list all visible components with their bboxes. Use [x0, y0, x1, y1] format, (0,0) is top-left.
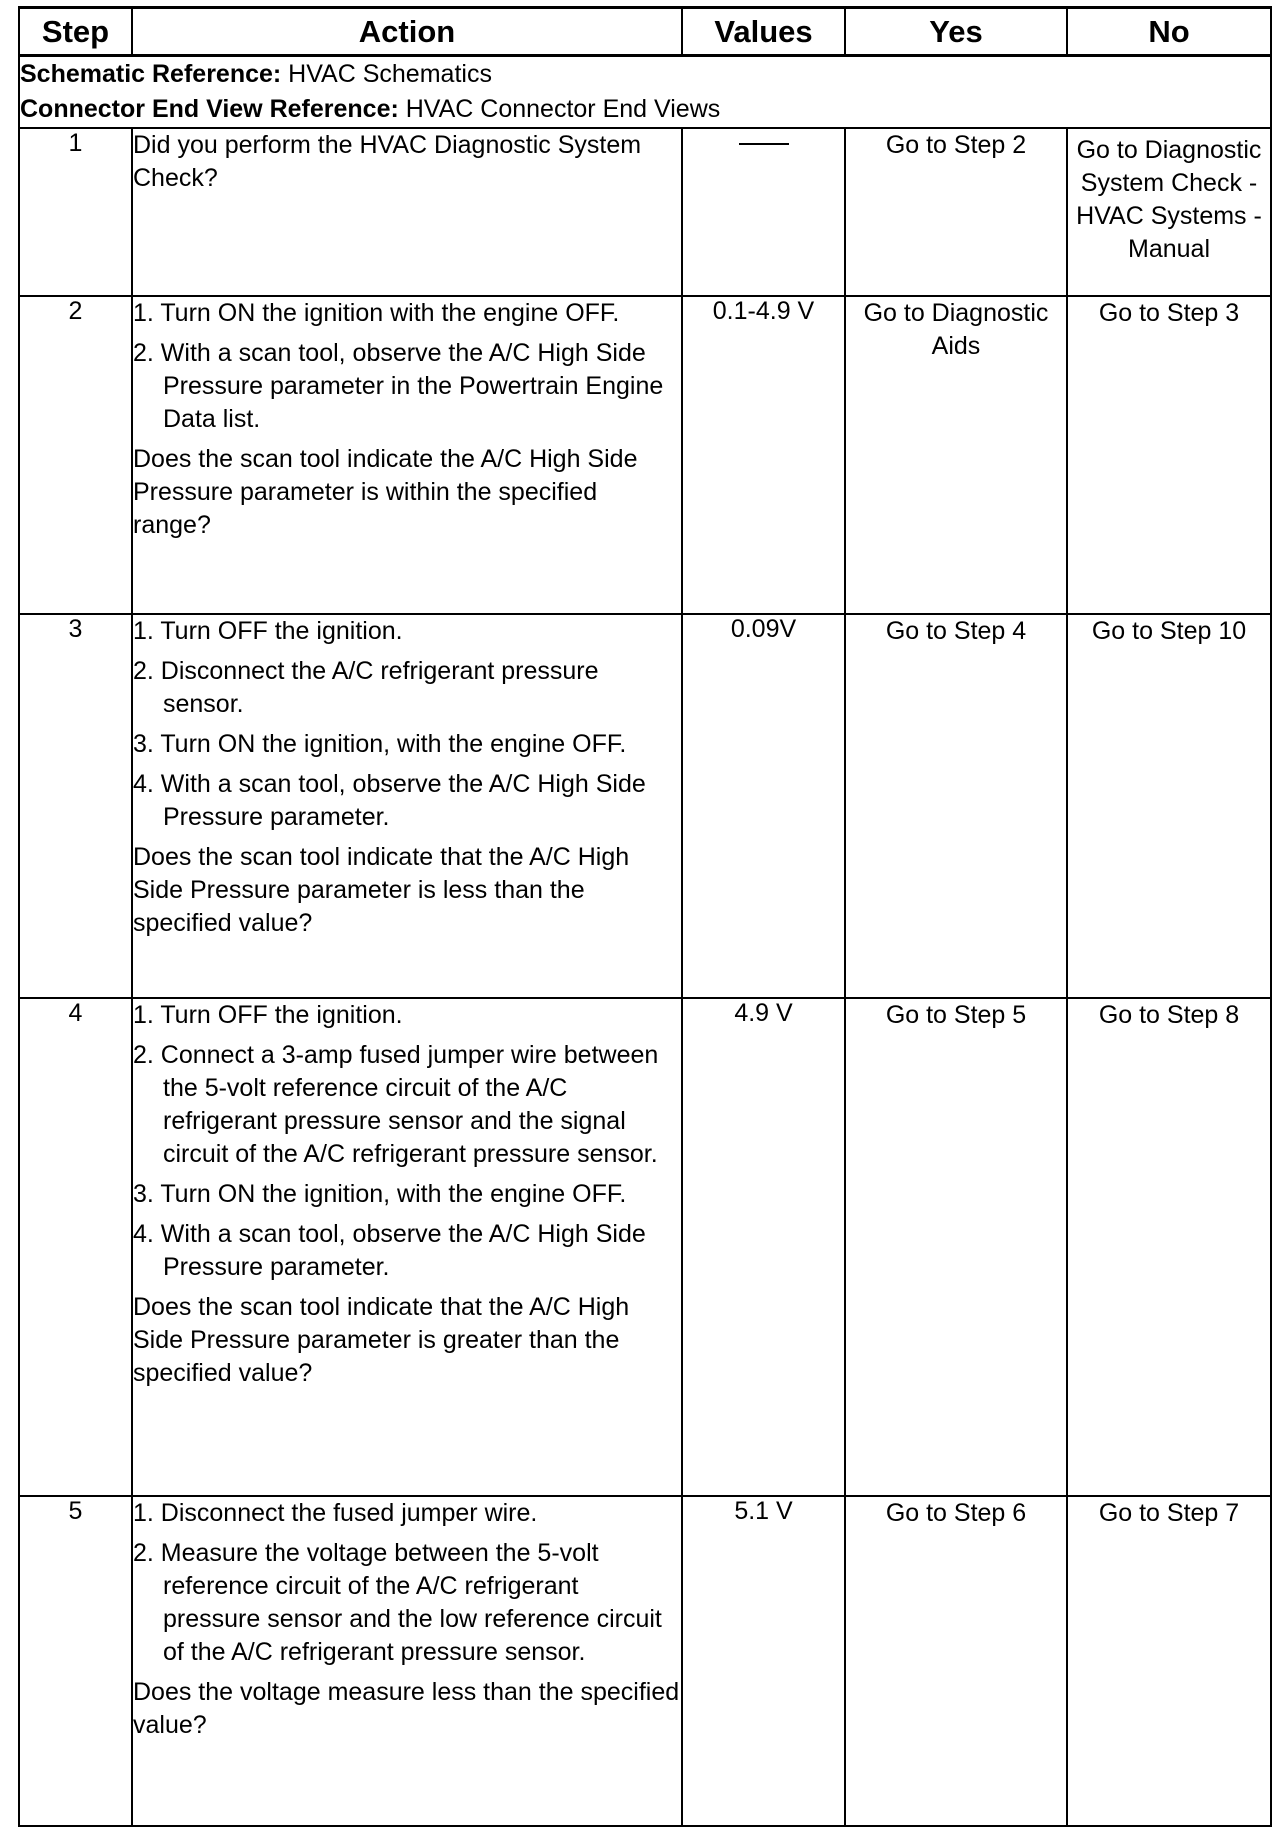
action-item: 3. Turn ON the ignition, with the engine OFF.	[133, 730, 627, 758]
no-cell: Go to Step 10	[1067, 614, 1271, 998]
table-row	[19, 614, 1271, 998]
no-cell: Go to Step 3	[1067, 296, 1271, 614]
yes-cell: Go to Step 2	[845, 128, 1067, 296]
value-cell: 4.9 V	[682, 998, 845, 1496]
action-item: 2. With a scan tool, observe the A/C High Side Pressure parameter in the Powertrain Engine Data list.	[133, 339, 664, 433]
connector-reference-label: Connector End View Reference:	[20, 95, 399, 123]
action-cell	[132, 1496, 682, 1826]
action-cell	[132, 128, 682, 296]
header-yes: Yes	[845, 8, 1067, 56]
action-item: 2. Connect a 3-amp fused jumper wire between the 5-volt reference circuit of the A/C refrigerant pressure sensor and the signal circuit of the A/C refrigerant pressure sensor.	[133, 1041, 659, 1168]
action-question: Does the scan tool indicate that the A/C High Side Pressure parameter is less than the specified value?	[133, 843, 630, 937]
no-cell: Go to Diagnostic System Check - HVAC Systems - Manual	[1067, 128, 1271, 296]
action-item: 1. Turn OFF the ignition.	[133, 1001, 403, 1029]
no-value-dash	[739, 143, 789, 145]
connector-reference-value: HVAC Connector End Views	[398, 95, 721, 123]
step-number: 3	[19, 614, 132, 998]
step-number: 1	[19, 128, 132, 296]
yes-cell: Go to Step 5	[845, 998, 1067, 1496]
action-question: Did you perform the HVAC Diagnostic System Check?	[133, 131, 642, 192]
table-row	[19, 998, 1271, 1496]
diagnostic-table	[18, 6, 1272, 1827]
header-no: No	[1067, 8, 1271, 56]
step-number: 5	[19, 1496, 132, 1826]
value-cell: 0.09V	[682, 614, 845, 998]
step-number: 4	[19, 998, 132, 1496]
action-item: 1. Turn OFF the ignition.	[133, 617, 403, 645]
yes-cell: Go to Step 4	[845, 614, 1067, 998]
action-item: 3. Turn ON the ignition, with the engine OFF.	[133, 1180, 627, 1208]
schematic-reference-value: HVAC Schematics	[281, 60, 492, 88]
value-cell: 5.1 V	[682, 1496, 845, 1826]
header-step: Step	[19, 8, 132, 56]
yes-cell: Go to Diagnostic Aids	[845, 296, 1067, 614]
reference-row	[19, 56, 1271, 129]
header-values: Values	[682, 8, 845, 56]
no-cell: Go to Step 7	[1067, 1496, 1271, 1826]
action-item: 2. Measure the voltage between the 5-volt reference circuit of the A/C refrigerant pressure sensor and the low reference circuit of the A/C refrigerant pressure sensor.	[133, 1539, 662, 1666]
diagnostic-table-sheet	[18, 6, 1270, 1827]
header-action: Action	[132, 8, 682, 56]
table-row	[19, 1496, 1271, 1826]
action-item: 4. With a scan tool, observe the A/C High Side Pressure parameter.	[133, 770, 646, 831]
action-cell	[132, 998, 682, 1496]
table-row	[19, 128, 1271, 296]
no-cell: Go to Step 8	[1067, 998, 1271, 1496]
action-item: 1. Disconnect the fused jumper wire.	[133, 1499, 538, 1527]
value-cell: 0.1-4.9 V	[682, 296, 845, 614]
reference-cell	[19, 56, 1271, 129]
value-cell	[682, 128, 845, 296]
action-question: Does the scan tool indicate that the A/C High Side Pressure parameter is greater than the specified value?	[133, 1293, 630, 1387]
table-header-row	[19, 8, 1271, 56]
action-question: Does the scan tool indicate the A/C High Side Pressure parameter is within the specified range?	[133, 445, 638, 539]
schematic-reference-label: Schematic Reference:	[20, 60, 282, 88]
action-item: 1. Turn ON the ignition with the engine OFF.	[133, 299, 620, 327]
action-item: 4. With a scan tool, observe the A/C High Side Pressure parameter.	[133, 1220, 646, 1281]
table-row	[19, 296, 1271, 614]
connector-reference	[20, 92, 1270, 127]
yes-cell: Go to Step 6	[845, 1496, 1067, 1826]
step-number: 2	[19, 296, 132, 614]
action-question: Does the voltage measure less than the specified value?	[133, 1678, 680, 1739]
action-cell	[132, 614, 682, 998]
schematic-reference	[20, 57, 1270, 92]
action-cell	[132, 296, 682, 614]
action-item: 2. Disconnect the A/C refrigerant pressure sensor.	[133, 657, 599, 718]
